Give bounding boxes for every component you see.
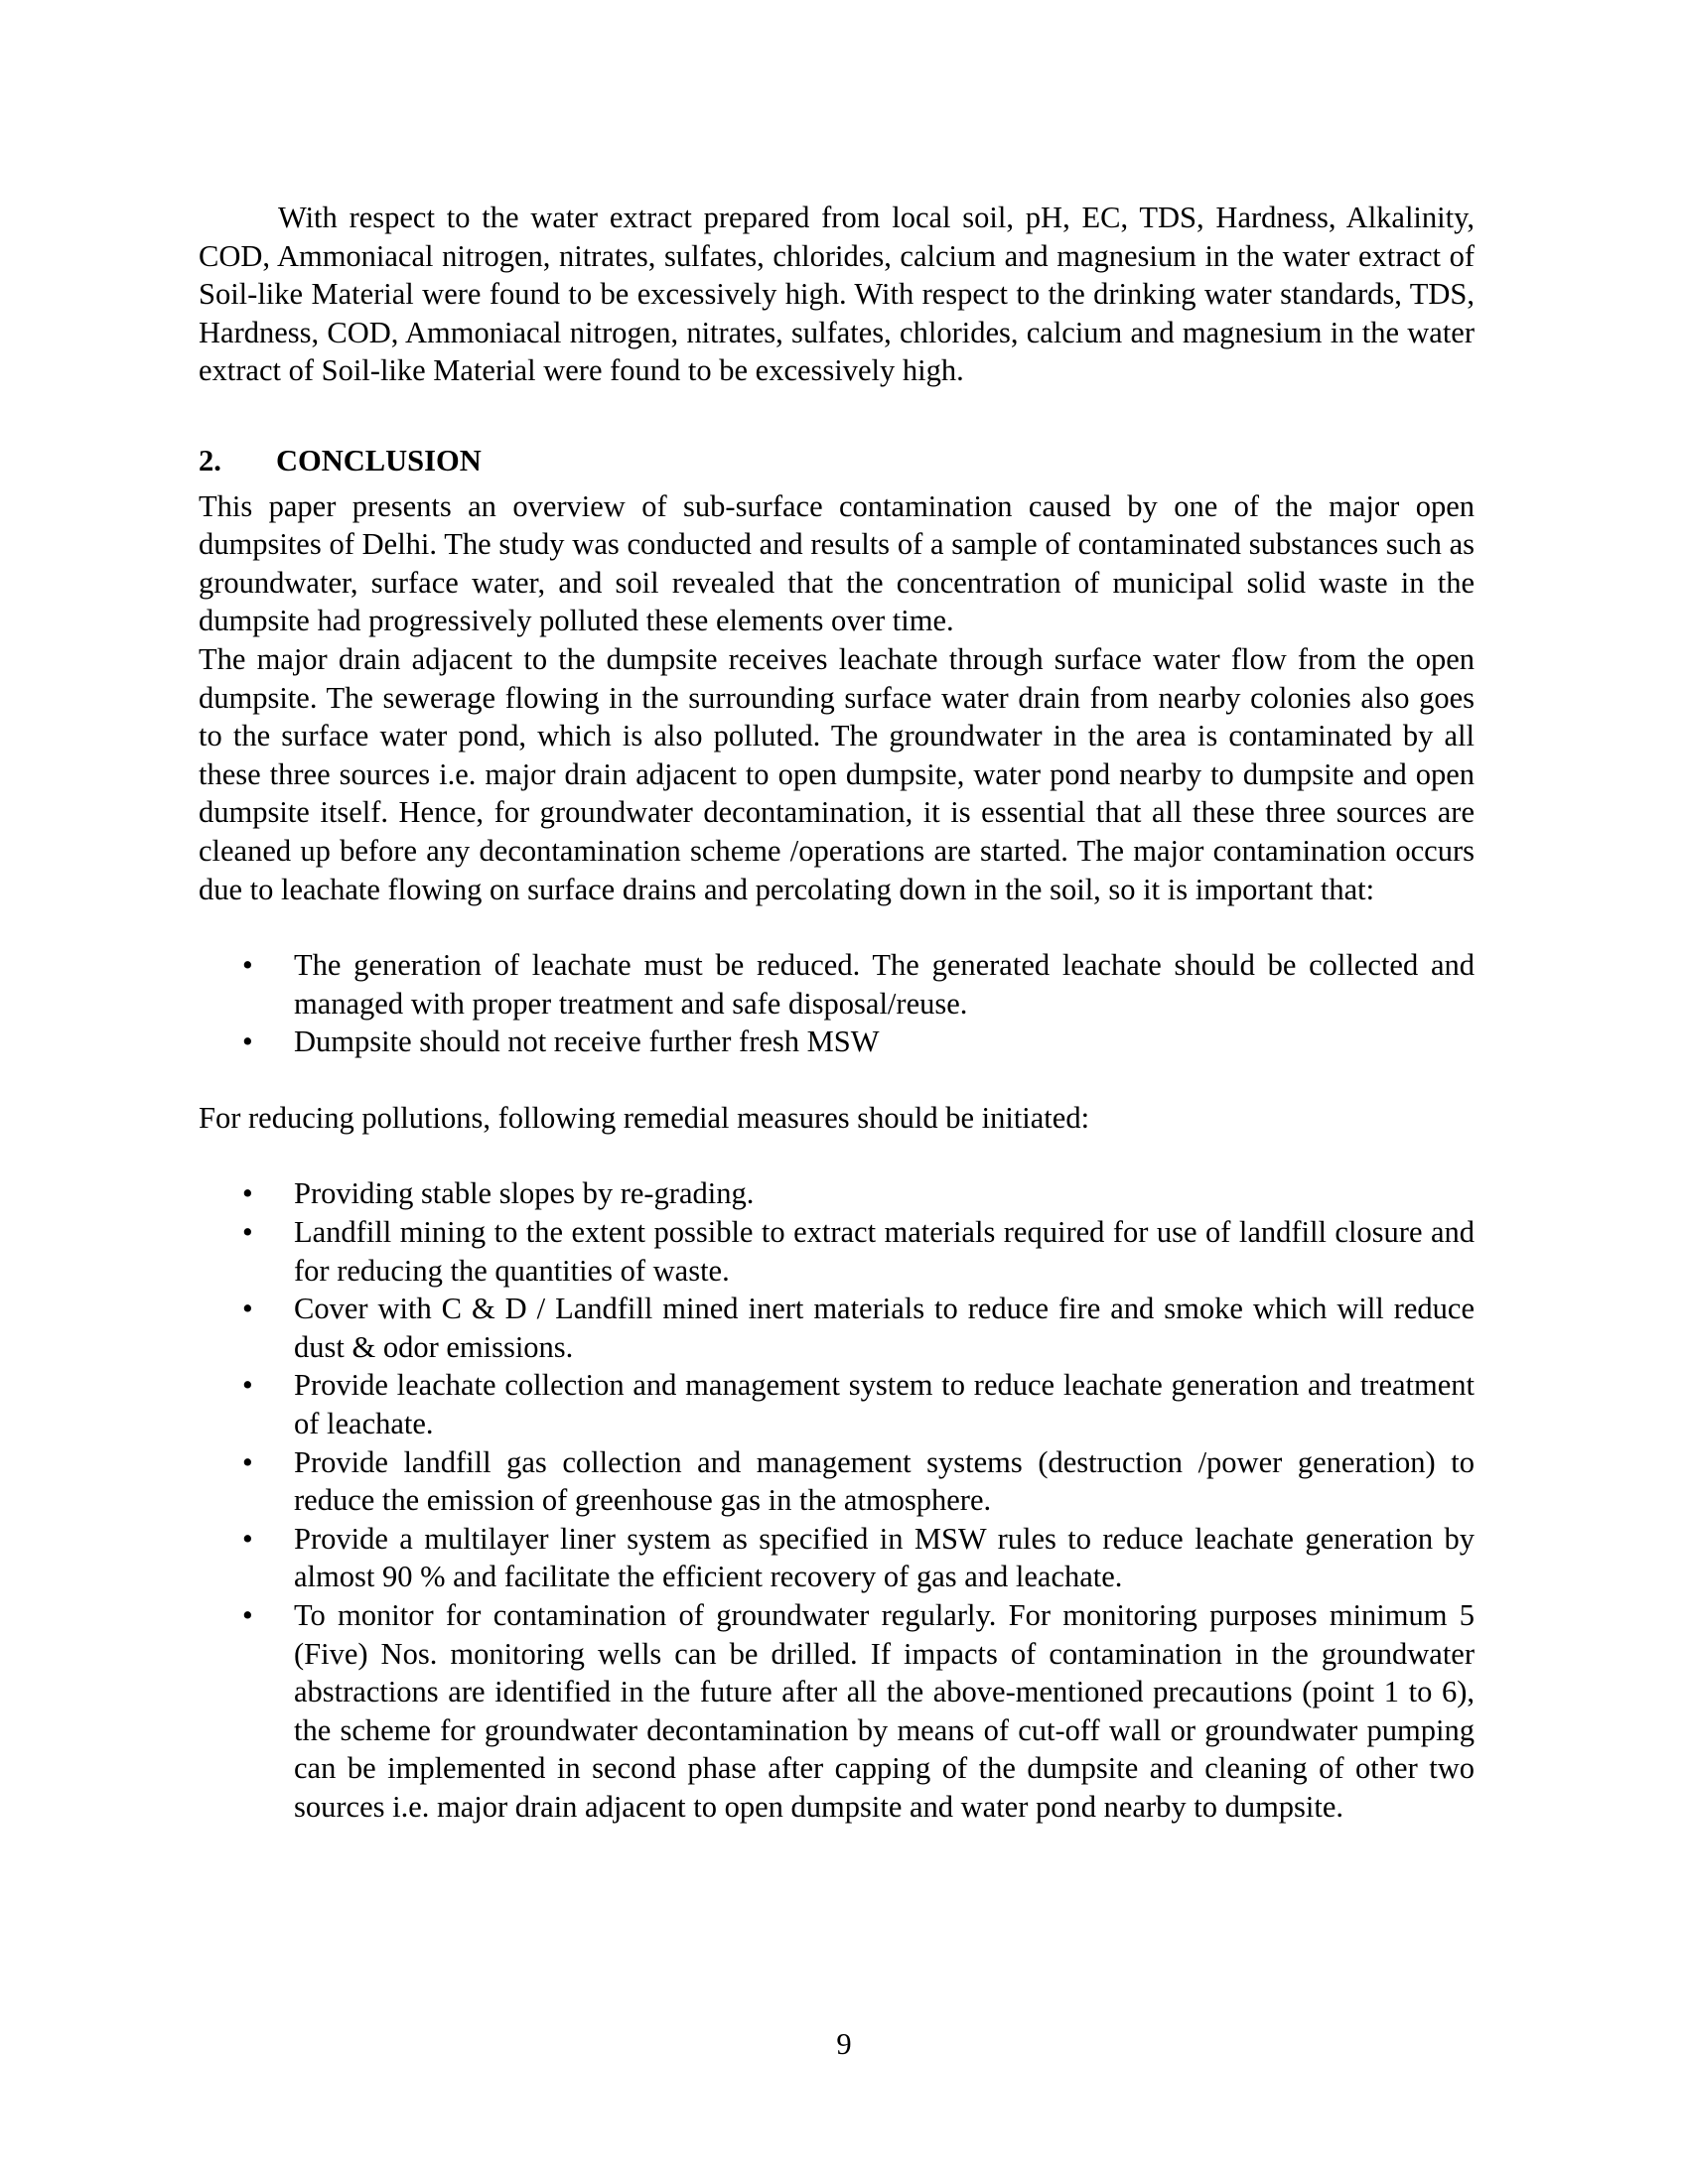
section-title: CONCLUSION — [276, 443, 482, 478]
conclusion-paragraph: The major drain adjacent to the dumpsite receives leachate through surface water flow from the open dumpsite. The sewerage flowing in the surrounding surface water drain from nearby colonies also goes to the surface water pond, which is also polluted. The groundwater in the area is contaminated by all these three sources i.e. major drain adjacent to open dumpsite, water pond nearby to dumpsite and open dumpsite itself. Hence, for groundwater decontamination, it is essential that all these three sources are cleaned up before any decontamination scheme /operations are started. The major contamination occurs due to leachate flowing on surface drains and percolating down in the soil, so it is important that: — [199, 641, 1475, 906]
important-points-list — [199, 946, 1475, 1061]
bullet-icon: • — [242, 1444, 253, 1479]
list-item-text: Cover with C & D / Landfill mined inert materials to reduce fire and smoke which will reduce dust & odor emissions. — [294, 1292, 1475, 1364]
bullet-icon: • — [242, 948, 253, 983]
list-item — [199, 1596, 1475, 1827]
list-item-text: Provide a multilayer liner system as specified in MSW rules to reduce leachate generation by almost 90 % and facilitate the efficient recovery of gas and leachate. — [294, 1521, 1475, 1594]
list-item-text: The generation of leachate must be reduced. The generated leachate should be collected and managed with proper treatment and safe disposal/reuse. — [294, 948, 1475, 1021]
bullet-icon: • — [242, 1598, 253, 1632]
list-item — [199, 1174, 1475, 1213]
bullet-icon: • — [242, 1024, 253, 1059]
bullet-icon: • — [242, 1215, 253, 1250]
remedial-measures-list — [199, 1174, 1475, 1826]
list-item-text: Provide leachate collection and management system to reduce leachate generation and treatment of leachate. — [294, 1368, 1475, 1441]
list-item-text: Landfill mining to the extent possible to extract materials required for use of landfill closure and for reducing the quantities of waste. — [294, 1215, 1475, 1288]
list-item — [199, 1213, 1475, 1290]
list-item-text: Provide landfill gas collection and management systems (destruction /power generation) to reduce the emission of greenhouse gas in the atmosphere. — [294, 1444, 1475, 1518]
page-number: 9 — [836, 2027, 852, 2061]
intro-paragraph: With respect to the water extract prepared from local soil, pH, EC, TDS, Hardness, Alkalinity, COD, Ammoniacal nitrogen, nitrates, sulfates, chlorides, calcium and magnesium in the water extract of Soil-like Material were found to be excessively high. With respect to the drinking water standards, TDS, Hardness, COD, Ammoniacal nitrogen, nitrates, sulfates, chlorides, calcium and magnesium in the water extract of Soil-like Material were found to be excessively high. — [199, 201, 1475, 388]
list-item — [199, 946, 1475, 1023]
conclusion-paragraph: This paper presents an overview of sub-surface contamination caused by one of the major open dumpsites of Delhi. The study was conducted and results of a sample of contaminated substances such as groundwater, surface water, and soil revealed that the concentration of municipal solid waste in the dumpsite had progressively polluted these elements over time. — [199, 488, 1475, 638]
bullet-icon: • — [242, 1521, 253, 1556]
list-item-text: To monitor for contamination of groundwater regularly. For monitoring purposes minimum 5 (Five) Nos. monitoring wells can be drilled. If impacts of contamination in the groundwater abstractions are identified in the future after all the above-mentioned precautions (point 1 to 6), the scheme for groundwater decontamination by means of cut-off wall or groundwater pumping can be implemented in second phase after capping of the dumpsite and cleaning of other two sources i.e. major drain adjacent to open dumpsite and water pond nearby to dumpsite. — [294, 1598, 1475, 1824]
section-number: 2. — [199, 443, 221, 478]
list-item-text: Dumpsite should not receive further fresh MSW — [294, 1024, 880, 1059]
page-body — [199, 199, 1475, 1827]
remedial-lead: For reducing pollutions, following remedial measures should be initiated: — [199, 1100, 1090, 1135]
bullet-icon: • — [242, 1292, 253, 1326]
list-item — [199, 1443, 1475, 1520]
list-item — [199, 1023, 1475, 1061]
list-item — [199, 1520, 1475, 1596]
list-item — [199, 1290, 1475, 1366]
bullet-icon: • — [242, 1176, 253, 1211]
list-item — [199, 1366, 1475, 1442]
section-heading — [199, 442, 1475, 480]
list-item-text: Providing stable slopes by re-grading. — [294, 1176, 755, 1211]
bullet-icon: • — [242, 1368, 253, 1403]
